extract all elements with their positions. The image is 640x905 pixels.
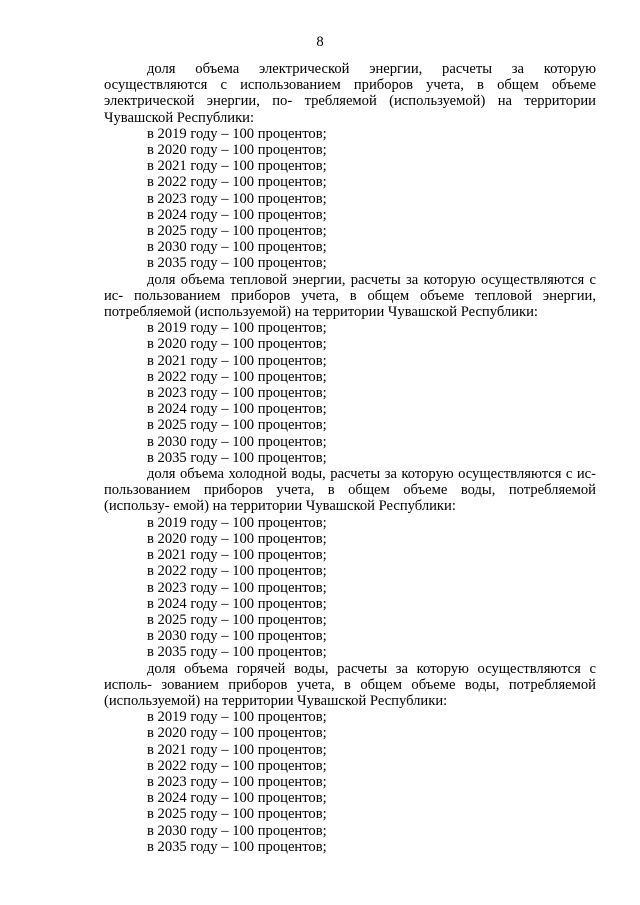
year-target-item: в 2022 году – 100 процентов; xyxy=(147,174,327,191)
year-target-item: в 2024 году – 100 процентов; xyxy=(147,790,327,807)
year-target-item: в 2025 году – 100 процентов; xyxy=(147,417,327,434)
intro-line: с использованием приборов учета, в общем объеме электрической энергии, по- xyxy=(104,77,596,110)
year-target-item: в 2020 году – 100 процентов; xyxy=(147,142,327,159)
year-target-item: в 2030 году – 100 процентов; xyxy=(147,433,327,450)
section-intro-paragraph xyxy=(104,61,596,126)
year-target-item: в 2025 году – 100 процентов; xyxy=(147,223,327,240)
intro-line: пользованием приборов учета, в общем объеме воды, потребляемой (использу- xyxy=(104,482,596,515)
section-intro-paragraph xyxy=(104,661,596,710)
section-intro-paragraph xyxy=(104,272,596,321)
year-target-item: в 2024 году – 100 процентов; xyxy=(147,206,327,223)
year-target-item: в 2035 году – 100 процентов; xyxy=(147,449,327,466)
intro-line: (используемой) на территории Чувашской Республики: xyxy=(194,304,538,321)
year-target-item: в 2035 году – 100 процентов; xyxy=(147,255,327,272)
year-target-item: в 2020 году – 100 процентов; xyxy=(147,530,327,547)
intro-line: требляемой (используемой) на территории Чувашской Республики: xyxy=(104,93,596,126)
year-target-item: в 2024 году – 100 процентов; xyxy=(147,595,327,612)
year-target-item: в 2021 году – 100 процентов; xyxy=(147,547,327,564)
year-target-item: в 2019 году – 100 процентов; xyxy=(147,709,327,726)
year-target-item: в 2020 году – 100 процентов; xyxy=(147,336,327,353)
document-body xyxy=(104,61,596,855)
year-target-item: в 2025 году – 100 процентов; xyxy=(147,806,327,823)
intro-line: доля объема тепловой энергии, расчеты за которую осуществляются с ис- xyxy=(104,271,596,304)
intro-line: пользованием приборов учета, в общем объеме тепловой энергии, потребляемой xyxy=(104,287,596,321)
intro-line: доля объема электрической энергии, расчеты за которую осуществляются xyxy=(104,61,596,94)
year-target-item: в 2030 году – 100 процентов; xyxy=(147,239,327,256)
intro-line: доля объема холодной воды, расчеты за которую осуществляются с ис- xyxy=(147,466,596,483)
intro-line: доля объема горячей воды, расчеты за которую осуществляются с исполь- xyxy=(104,660,596,693)
year-target-item: в 2023 году – 100 процентов; xyxy=(147,190,327,207)
year-target-item: в 2023 году – 100 процентов; xyxy=(147,579,327,596)
year-target-item: в 2025 году – 100 процентов; xyxy=(147,611,327,628)
year-target-item: в 2022 году – 100 процентов; xyxy=(147,757,327,774)
year-target-item: в 2019 году – 100 процентов; xyxy=(147,125,327,142)
year-target-item: в 2030 году – 100 процентов; xyxy=(147,822,327,839)
year-target-item: в 2035 году – 100 процентов; xyxy=(147,644,327,661)
year-target-item: в 2035 году – 100 процентов; xyxy=(147,838,327,855)
year-target-item: в 2022 году – 100 процентов; xyxy=(147,563,327,580)
page-number: 8 xyxy=(316,34,324,50)
year-target-item: в 2023 году – 100 процентов; xyxy=(147,773,327,790)
year-target-item: в 2020 году – 100 процентов; xyxy=(147,725,327,742)
year-target-item: в 2023 году – 100 процентов; xyxy=(147,385,327,402)
year-target-item: в 2019 году – 100 процентов; xyxy=(147,320,327,337)
year-target-item: в 2022 году – 100 процентов; xyxy=(147,368,327,385)
section-intro-paragraph xyxy=(104,466,596,515)
intro-line: емой) на территории Чувашской Республики: xyxy=(173,498,456,515)
year-target-item: в 2030 году – 100 процентов; xyxy=(147,628,327,645)
intro-line: на территории Чувашской Республики: xyxy=(203,692,448,709)
year-target-item: в 2024 году – 100 процентов; xyxy=(147,401,327,418)
year-target-item: в 2021 году – 100 процентов; xyxy=(147,352,327,369)
year-target-item: в 2021 году – 100 процентов; xyxy=(147,158,327,175)
year-target-item: в 2021 году – 100 процентов; xyxy=(147,741,327,758)
year-target-item: в 2019 году – 100 процентов; xyxy=(147,514,327,531)
intro-line: зованием приборов учета, в общем объеме воды, потребляемой (используемой) xyxy=(104,676,596,709)
